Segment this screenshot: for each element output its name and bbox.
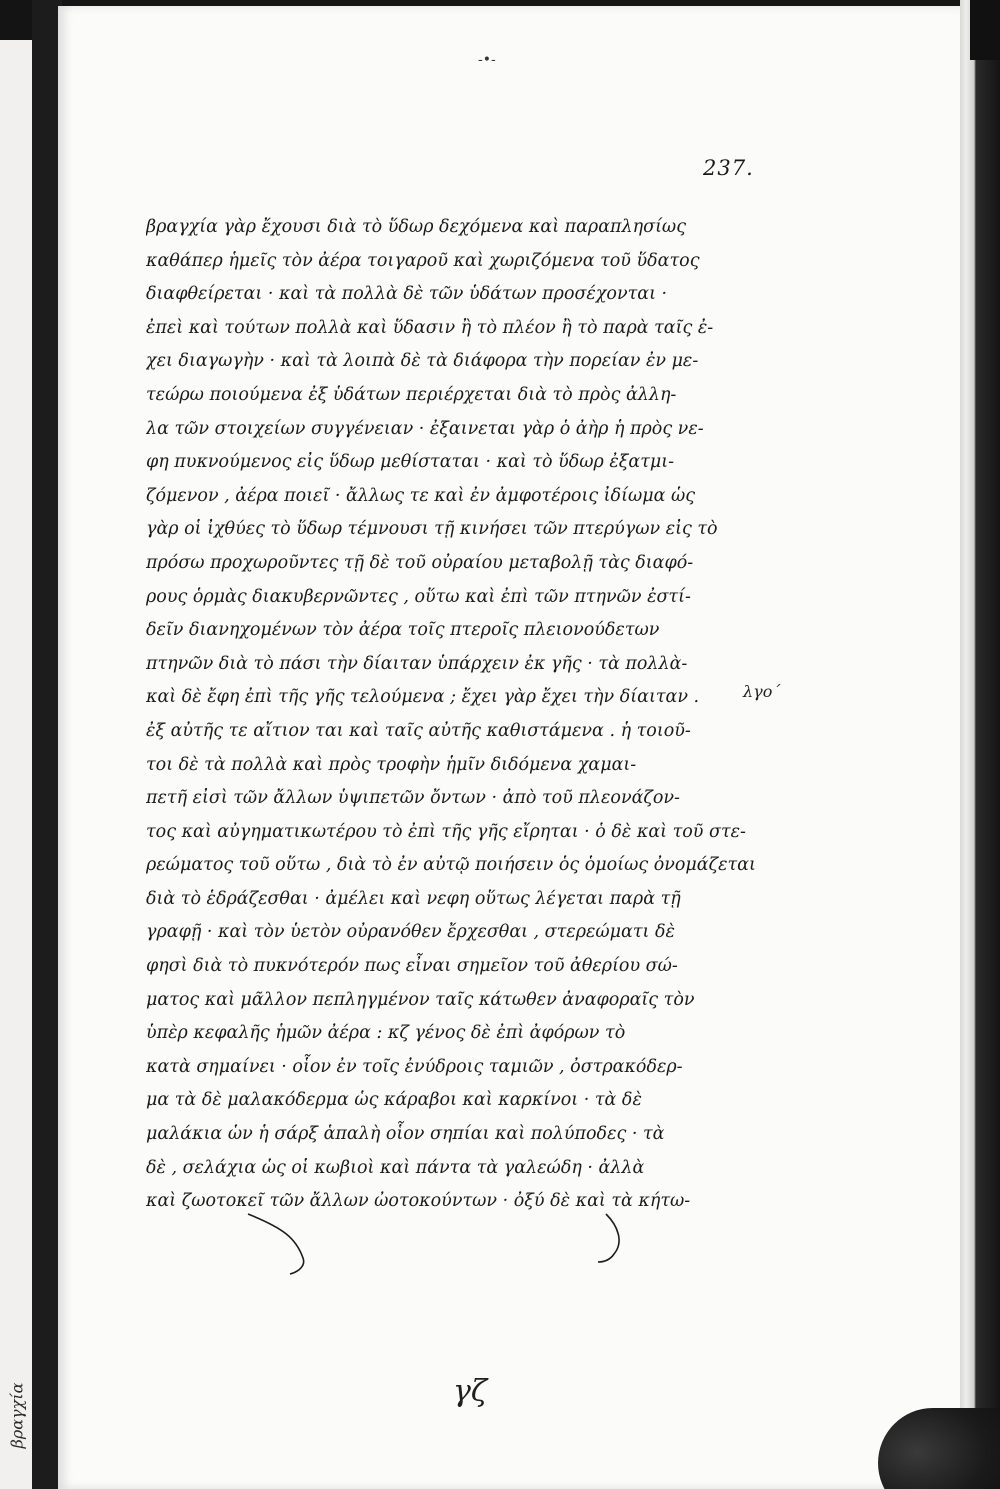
flourish-left-stroke — [248, 1214, 304, 1274]
text-line: τος καὶ αὐγηματικωτέρου τὸ ἐπὶ τῆς γῆς εἴρηται · ὁ δὲ καὶ τοῦ στε- — [146, 821, 746, 842]
text-line: καὶ δὲ ἔφη ἐπὶ τῆς γῆς τελούμενα ; ἔχει γὰρ ἔχει τὴν δίαιταν . — [146, 687, 700, 708]
text-line: γραφῇ · καὶ τὸν ὑετὸν οὐρανόθεν ἔρχεσθαι , στερεώματι δὲ — [146, 922, 675, 943]
text-line: λα τῶν στοιχείων συγγένειαν · ἐξαινεται γὰρ ὁ ἀὴρ ἡ πρὸς νε- — [146, 418, 704, 439]
text-line: φη πυκνούμενος εἰς ὕδωρ μεθίσταται · καὶ τὸ ὕδωρ ἐξατμι- — [146, 452, 675, 473]
top-mark: -•- — [478, 52, 496, 68]
manuscript-page — [58, 6, 964, 1489]
text-line: μα τὰ δὲ μαλακόδερμα ὡς κάραβοι καὶ καρκίνοι · τὰ δὲ — [146, 1090, 642, 1111]
text-line: φησὶ διὰ τὸ πυκνότερόν πως εἶναι σημεῖον τοῦ ἀθερίου σώ- — [146, 956, 678, 977]
text-line: δεῖν διανηχομένων τὸν ἀέρα τοῖς πτεροῖς πλειονούδετων — [146, 620, 660, 641]
text-line: τοι δὲ τὰ πολλὰ καὶ πρὸς τροφὴν ἡμῖν διδόμενα χαμαι- — [146, 754, 637, 775]
catchword: γζ — [453, 1374, 488, 1409]
text-line: δὲ , σελάχια ὡς οἱ κωβιοὶ καὶ πάντα τὰ γαλεώδη · ἀλλὰ — [146, 1157, 645, 1178]
text-line: χει διαγωγὴν · καὶ τὰ λοιπὰ δὲ τὰ διάφορα τὴν πορείαν ἐν με- — [146, 351, 699, 372]
text-line: τεώρω ποιούμενα ἐξ ὑδάτων περιέρχεται διὰ τὸ πρὸς ἀλλη- — [146, 384, 677, 405]
text-line: ὑπὲρ κεφαλῆς ἡμῶν ἀέρα : κζ γένος δὲ ἐπὶ ἀφόρων τὸ — [146, 1023, 626, 1044]
text-line: πτηνῶν διὰ τὸ πάσι τὴν δίαιταν ὑπάρχειν ἐκ γῆς · τὰ πολλὰ- — [146, 653, 688, 674]
text-line: πρόσω προχωροῦντες τῇ δὲ τοῦ οὐραίου μεταβολῇ τὰς διαφό- — [146, 552, 694, 573]
text-line: καθάπερ ἡμεῖς τὸν ἀέρα τοιγαροῦ καὶ χωριζόμενα τοῦ ὕδατος — [146, 250, 700, 271]
left-page-marginal-text: βραγχία — [7, 1382, 27, 1448]
text-line: ρεώματος τοῦ οὕτω , διὰ τὸ ἐν αὐτῷ ποιήσειν ὁς ὁμοίως ὀνομάζεται — [146, 855, 756, 876]
right-edge-shadow — [970, 0, 1000, 60]
text-block — [146, 211, 786, 1219]
text-line: πετῆ εἰσὶ τῶν ἄλλων ὑψιπετῶν ὄντων · ἀπὸ τοῦ πλεονάζον- — [146, 788, 680, 809]
marginal-note: λγο΄ — [743, 682, 781, 701]
right-page-edge — [960, 0, 1000, 1489]
folio-number: 237. — [703, 156, 754, 180]
text-line: διαφθείρεται · καὶ τὰ πολλὰ δὲ τῶν ὑδάτων προσέχονται · — [146, 284, 668, 305]
text-line: διὰ τὸ ἑδράζεσθαι · ἀμέλει καὶ νεφη οὕτως λέγεται παρὰ τῇ — [146, 888, 681, 909]
text-line: μαλάκια ὡν ἡ σάρξ ἁπαλὴ οἷον σηπίαι καὶ πολύποδες · τὰ — [146, 1124, 665, 1145]
text-line: κατὰ σημαίνει · οἷον ἐν τοῖς ἐνύδροις ταμιῶν , ὀστρακόδερ- — [146, 1056, 683, 1077]
text-line: ἐξ αὐτῆς τε αἴτιον ται καὶ ταῖς αὐτῆς καθιστάμενα . ἡ τοιοῦ- — [146, 720, 691, 741]
text-line: ματος καὶ μᾶλλον πεπληγμένον ταῖς κάτωθεν ἀναφοραῖς τὸν — [146, 989, 695, 1010]
text-line: βραγχία γὰρ ἔχουσι διὰ τὸ ὕδωρ δεχόμενα καὶ παραπλησίως — [146, 217, 686, 237]
left-page-marginal-note — [2, 1370, 32, 1460]
text-line: γὰρ οἱ ἰχθύες τὸ ὕδωρ τέμνουσι τῇ κινήσει τῶν πτερύγων εἰς τὸ — [146, 519, 718, 540]
text-line: ἐπεὶ καὶ τούτων πολλὰ καὶ ὕδασιν ἢ τὸ πλέον ἢ τὸ παρὰ ταῖς ἐ- — [146, 317, 714, 338]
text-line: ρους ὁρμὰς διακυβερνῶντες , οὕτω καὶ ἐπὶ τῶν πτηνῶν ἐστί- — [146, 586, 691, 607]
text-line: ζόμενον , ἀέρα ποιεῖ · ἄλλως τε καὶ ἐν ἀμφοτέροις ἰδίωμα ὡς — [146, 485, 696, 506]
flourish-right-stroke — [598, 1214, 619, 1262]
text-line: καὶ ζωοτοκεῖ τῶν ἄλλων ὠοτοκούντων · ὀξύ δὲ καὶ τὰ κήτω- — [146, 1191, 691, 1212]
